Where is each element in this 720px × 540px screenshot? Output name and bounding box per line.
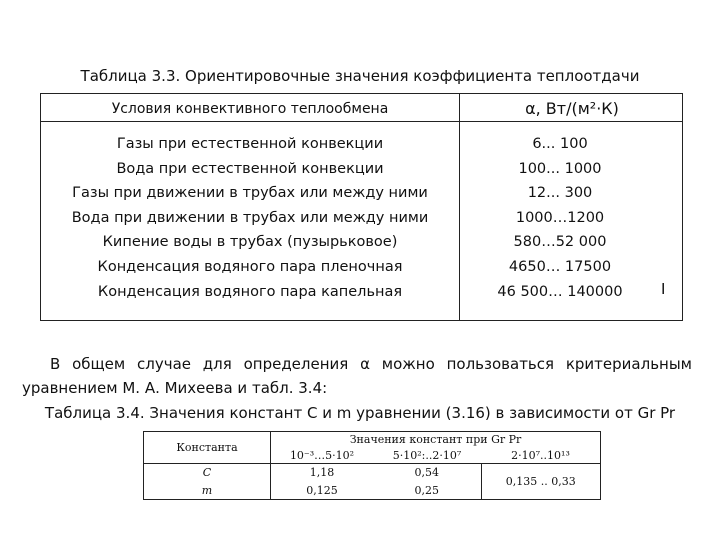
row-label-m: m — [144, 482, 271, 500]
condition-cell: Вода при движении в трубах или между ними — [71, 209, 429, 226]
condition-cell: Кипение воды в трубах (пузырьковое) — [102, 234, 398, 251]
range-2: 5·10²:..2·10⁷ — [373, 448, 481, 464]
value-cell: 6... 100 — [532, 136, 588, 152]
value-cell: 46 500… 140000 — [497, 283, 623, 300]
condition-cell: Газы при естественной конвекции — [116, 136, 384, 152]
table-3-4-caption: Таблица 3.4. Значения констант C и m уравнении (3.16) в зависимости от Gr Pr — [44, 404, 676, 422]
merged-value: 0,135 .. 0,33 — [481, 464, 601, 500]
c-value-2: 0,54 — [373, 464, 481, 482]
condition-cell: Конденсация водяного пара капельная — [97, 283, 403, 300]
paragraph-line-1: В общем случае для определения α можно пользоваться критериальным — [50, 355, 692, 373]
paragraph-line-2: уравнением М. А. Михеева и табл. 3.4: — [22, 379, 328, 397]
range-1: 10⁻³…5·10² — [271, 448, 374, 464]
table-3-4 — [143, 431, 601, 500]
group-header: Значения констант при Gr Pr — [271, 432, 601, 448]
constant-header: Константа — [144, 432, 271, 464]
table-3-3-caption: Таблица 3.3. Ориентировочные значения коэффициента теплоотдачи — [80, 67, 640, 85]
value-cell: 4650… 17500 — [508, 258, 612, 275]
condition-cell: Газы при движении в трубах или между ними — [72, 185, 428, 202]
value-cell: 12... 300 — [527, 185, 593, 202]
value-cell: 1000…1200 — [515, 209, 605, 226]
stray-mark: I — [661, 280, 666, 298]
m-value-2: 0,25 — [373, 482, 481, 500]
m-value-1: 0,125 — [271, 482, 374, 500]
conditions-column — [41, 132, 459, 304]
header-conditions: Условия конвективного теплообмена — [111, 101, 389, 117]
value-cell: 100... 1000 — [518, 160, 602, 177]
c-value-1: 1,18 — [271, 464, 374, 482]
header-divider — [41, 121, 682, 122]
row-label-c: C — [144, 464, 271, 482]
header-alpha: α, Вт/(м²·К) — [525, 99, 619, 118]
condition-cell: Конденсация водяного пара пленочная — [97, 258, 403, 275]
condition-cell: Вода при естественной конвекции — [116, 160, 384, 177]
body-paragraph — [22, 352, 692, 400]
table-3-3 — [40, 93, 683, 321]
range-3: 2·10⁷..10¹³ — [481, 448, 601, 464]
value-cell: 580…52 000 — [513, 234, 607, 251]
values-column — [460, 132, 660, 304]
